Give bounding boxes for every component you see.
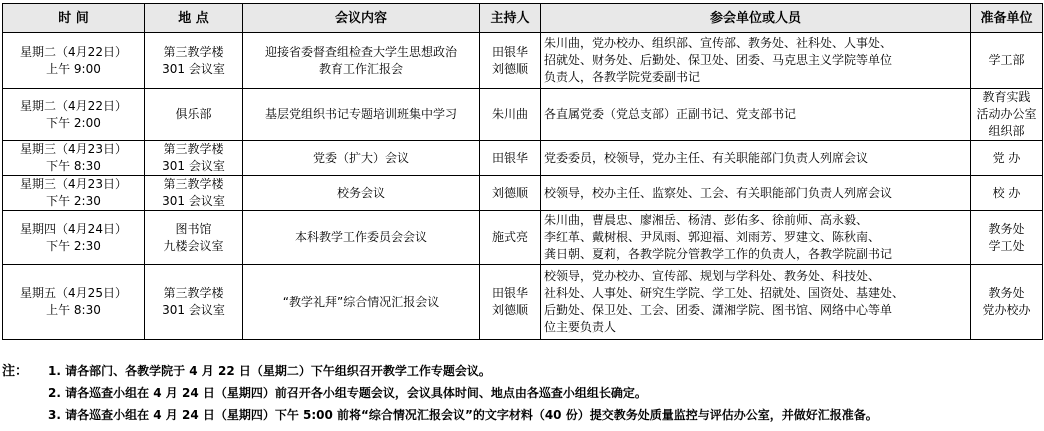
cell-host-line: 田银华 bbox=[491, 286, 528, 300]
cell-time-line: 星期五（4月25日） bbox=[20, 286, 127, 300]
header-prep-unit: 准备单位 bbox=[971, 4, 1043, 33]
table-row bbox=[3, 176, 1043, 211]
cell-content bbox=[243, 265, 480, 340]
cell-time-line: 下午 2:30 bbox=[46, 194, 101, 208]
header-host: 主持人 bbox=[480, 4, 541, 33]
cell-place bbox=[145, 176, 243, 211]
cell-attendees-line: 党委委员，校领导，党办主任、有关职能部门负责人列席会议 bbox=[544, 150, 869, 165]
cell-content-line: 党委（扩大）会议 bbox=[312, 150, 409, 165]
cell-content bbox=[243, 33, 480, 89]
cell-prep-unit bbox=[971, 211, 1043, 265]
cell-attendees-line: 朱川曲，曹晨忠、廖湘岳、杨清、彭佑多、徐前师、高永毅、 bbox=[544, 213, 869, 227]
cell-place-line: 俱乐部 bbox=[175, 107, 212, 121]
cell-prep-unit-line: 教务处 bbox=[988, 286, 1025, 300]
header-place: 地 点 bbox=[145, 4, 243, 33]
note-item bbox=[2, 382, 1042, 404]
cell-time-line: 星期四（4月24日） bbox=[20, 221, 127, 236]
cell-attendees-line: 后勤处、保卫处、工会、团委、潇湘学院、图书馆、网络中心等单 bbox=[544, 303, 893, 317]
cell-host-line: 刘德顺 bbox=[491, 185, 528, 200]
cell-attendees-line: 负责人，各教学院党委副书记 bbox=[544, 70, 701, 84]
meeting-schedule-table bbox=[2, 3, 1043, 340]
cell-attendees-line: 校领导，党办校办、宣传部、规划与学科处、教务处、科技处、 bbox=[544, 269, 881, 283]
cell-content bbox=[243, 89, 480, 141]
table-row bbox=[3, 141, 1043, 176]
cell-prep-unit bbox=[971, 89, 1043, 141]
cell-place-line: 第三教学楼 bbox=[163, 44, 224, 59]
cell-content bbox=[243, 141, 480, 176]
cell-host-line: 施式亮 bbox=[491, 230, 528, 244]
table-row bbox=[3, 33, 1043, 89]
note-item bbox=[2, 360, 1042, 382]
cell-place-line: 图书馆 bbox=[175, 221, 212, 236]
table-row bbox=[3, 265, 1043, 340]
cell-content-line: 基层党组织书记专题培训班集中学习 bbox=[264, 107, 457, 121]
cell-place-line: 九楼会议室 bbox=[163, 238, 224, 253]
cell-host bbox=[480, 265, 541, 340]
cell-host bbox=[480, 33, 541, 89]
notes-section bbox=[2, 360, 1042, 426]
note-text: 3. 请各巡查小组在 4 月 24 日（星期四）下午 5:00 前将“综合情况汇报会议”的文字材料（40 份）提交教务处质量监控与评估办公室，并做好汇报准备。 bbox=[48, 408, 878, 422]
cell-content bbox=[243, 176, 480, 211]
cell-prep-unit-line: 党 办 bbox=[992, 150, 1021, 165]
cell-place-line: 第三教学楼 bbox=[163, 177, 224, 191]
cell-host-line: 田银华 bbox=[491, 44, 528, 59]
cell-prep-unit-line: 组织部 bbox=[988, 124, 1025, 138]
cell-time-line: 星期三（4月23日） bbox=[20, 142, 127, 156]
cell-attendees bbox=[541, 89, 971, 141]
cell-attendees bbox=[541, 176, 971, 211]
cell-time bbox=[3, 33, 145, 89]
cell-time bbox=[3, 265, 145, 340]
cell-time-line: 上午 8:30 bbox=[46, 303, 101, 317]
cell-attendees bbox=[541, 141, 971, 176]
cell-place-line: 301 会议室 bbox=[162, 159, 225, 173]
cell-prep-unit-line: 党办校办 bbox=[982, 303, 1031, 317]
cell-place bbox=[145, 265, 243, 340]
header-content: 会议内容 bbox=[243, 4, 480, 33]
cell-attendees-line: 校领导，校办主任、监察处、工会、有关职能部门负责人列席会议 bbox=[544, 185, 893, 200]
cell-prep-unit-line: 活动办公室 bbox=[976, 107, 1037, 121]
cell-attendees-line: 位主要负责人 bbox=[544, 320, 617, 334]
cell-attendees-line: 各直属党委（党总支部）正副书记、党支部书记 bbox=[544, 107, 797, 121]
cell-attendees-line: 招就处、财务处、后勤处、保卫处、团委、马克思主义学院等单位 bbox=[544, 53, 893, 67]
cell-attendees-line: 龚日朝、夏莉，各教学院分管教学工作的负责人，各教学院副书记 bbox=[544, 247, 893, 261]
cell-attendees bbox=[541, 33, 971, 89]
cell-time-line: 下午 2:00 bbox=[46, 115, 101, 130]
cell-attendees-line: 李红革、戴树根、尹凤雨、郭迎福、刘雨芳、罗建文、陈秋南、 bbox=[544, 230, 881, 244]
header-time: 时 间 bbox=[3, 4, 145, 33]
cell-place-line: 301 会议室 bbox=[162, 303, 225, 317]
cell-prep-unit bbox=[971, 265, 1043, 340]
cell-place bbox=[145, 89, 243, 141]
cell-time-line: 下午 8:30 bbox=[46, 159, 101, 173]
cell-host bbox=[480, 211, 541, 265]
cell-prep-unit-line: 学工部 bbox=[988, 53, 1025, 67]
cell-content bbox=[243, 211, 480, 265]
cell-host-line: 田银华 bbox=[491, 150, 528, 165]
cell-prep-unit bbox=[971, 141, 1043, 176]
note-text: 2. 请各巡查小组在 4 月 24 日（星期四）前召开各小组专题会议，会议具体时间、地点由各巡查小组组长确定。 bbox=[48, 386, 647, 400]
cell-content-line: 教育工作汇报会 bbox=[318, 61, 403, 76]
table-row bbox=[3, 89, 1043, 141]
note-item bbox=[2, 404, 1042, 426]
cell-host-line: 朱川曲 bbox=[491, 107, 528, 121]
cell-content-line: 迎接省委督查组检查大学生思想政治 bbox=[264, 44, 457, 59]
cell-time-line: 星期二（4月22日） bbox=[20, 44, 127, 59]
cell-time bbox=[3, 176, 145, 211]
cell-prep-unit-line: 校 办 bbox=[992, 185, 1021, 200]
cell-host-line: 刘德顺 bbox=[491, 61, 528, 76]
cell-time bbox=[3, 89, 145, 141]
note-text: 1. 请各部门、各教学院于 4 月 22 日（星期二）下午组织召开教学工作专题会议。 bbox=[48, 364, 491, 378]
cell-time bbox=[3, 141, 145, 176]
schedule-body bbox=[3, 33, 1043, 340]
cell-place bbox=[145, 33, 243, 89]
cell-attendees bbox=[541, 211, 971, 265]
cell-time-line: 上午 9:00 bbox=[46, 61, 101, 76]
cell-attendees bbox=[541, 265, 971, 340]
cell-place bbox=[145, 141, 243, 176]
cell-place-line: 301 会议室 bbox=[162, 194, 225, 208]
table-row bbox=[3, 211, 1043, 265]
cell-attendees-line: 社科处、人事处、研究生学院、学工处、招就处、国资处、基建处、 bbox=[544, 286, 905, 300]
header-attendees: 参会单位或人员 bbox=[541, 4, 971, 33]
cell-prep-unit bbox=[971, 33, 1043, 89]
cell-content-line: 本科教学工作委员会会议 bbox=[294, 230, 427, 244]
cell-time-line: 下午 2:30 bbox=[46, 238, 101, 253]
cell-place-line: 第三教学楼 bbox=[163, 286, 224, 300]
cell-prep-unit-line: 教务处 bbox=[988, 221, 1025, 236]
cell-prep-unit bbox=[971, 176, 1043, 211]
cell-time-line: 星期三（4月23日） bbox=[20, 177, 127, 191]
cell-host bbox=[480, 89, 541, 141]
cell-time bbox=[3, 211, 145, 265]
notes-label: 注： bbox=[2, 364, 29, 379]
cell-time-line: 星期二（4月22日） bbox=[20, 98, 127, 113]
cell-content-line: 校务会议 bbox=[336, 185, 385, 200]
cell-prep-unit-line: 学工处 bbox=[988, 238, 1025, 253]
cell-host bbox=[480, 176, 541, 211]
cell-place-line: 301 会议室 bbox=[162, 61, 225, 76]
header-row bbox=[3, 4, 1043, 33]
cell-attendees-line: 朱川曲，党办校办、组织部、宣传部、教务处、社科处、人事处、 bbox=[544, 36, 893, 50]
cell-content-line: “教学礼拜”综合情况汇报会议 bbox=[282, 294, 440, 309]
cell-place-line: 第三教学楼 bbox=[163, 142, 224, 156]
cell-host bbox=[480, 141, 541, 176]
cell-host-line: 刘德顺 bbox=[491, 303, 528, 317]
cell-prep-unit-line: 教育实践 bbox=[982, 90, 1031, 104]
cell-place bbox=[145, 211, 243, 265]
